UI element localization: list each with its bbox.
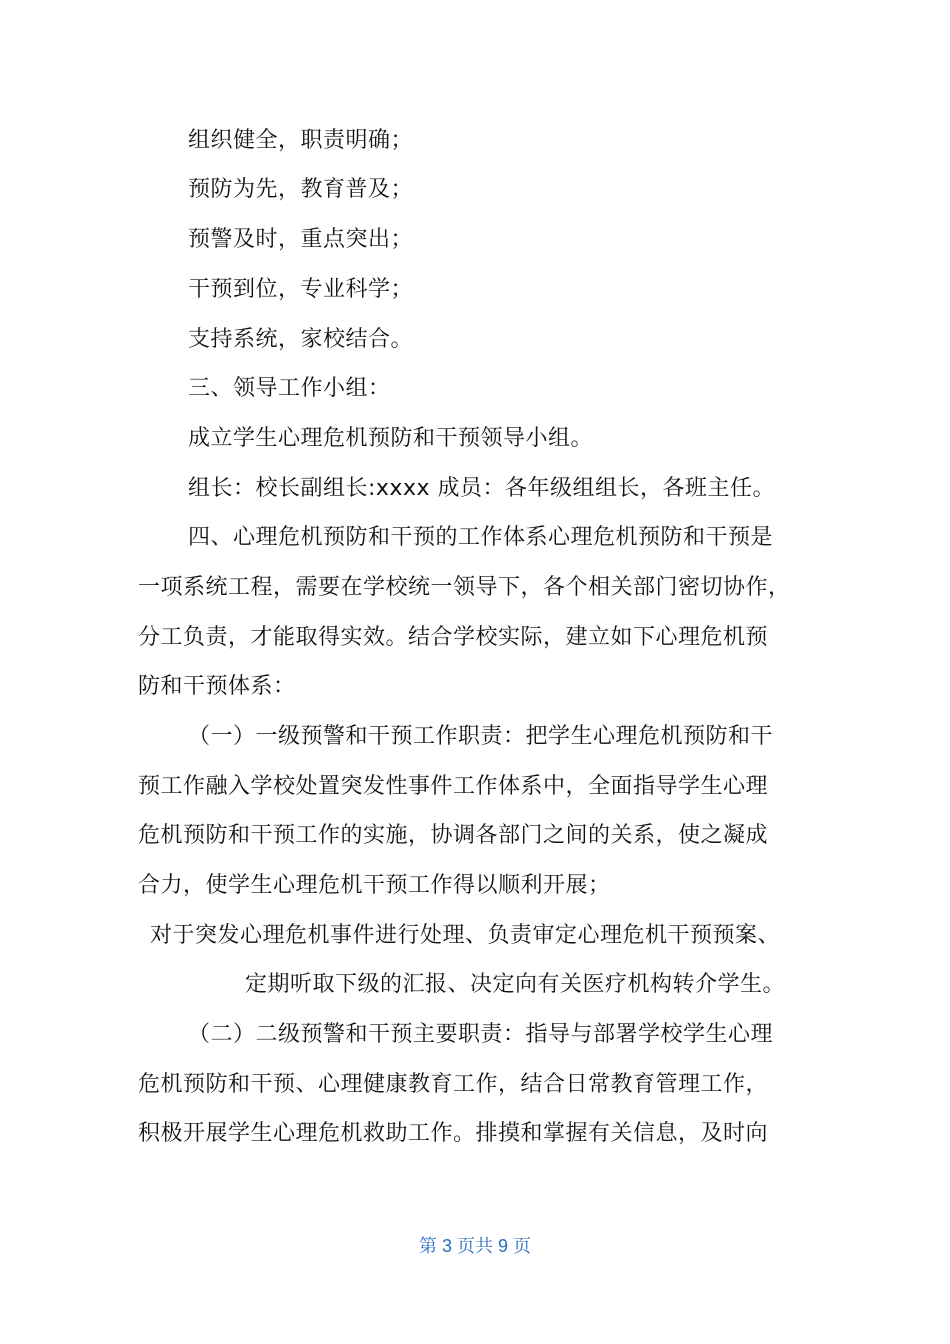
text-line: 对于突发心理危机事件进行处理、负责审定心理危机干预预案、 xyxy=(150,923,781,948)
text-line: 防和干预体系： xyxy=(138,674,296,699)
text-line: 定期听取下级的汇报、决定向有关医疗机构转介学生。 xyxy=(245,972,786,997)
text-line: 分工负责，才能取得实效。结合学校实际，建立如下心理危机预 xyxy=(138,625,769,650)
text-line: 成立学生心理危机预防和干预领导小组。 xyxy=(188,426,594,451)
text-line: 四、心理危机预防和干预的工作体系心理危机预防和干预是 xyxy=(188,525,774,550)
text-line: 预防为先，教育普及； xyxy=(188,177,414,202)
text-line: 干预到位，专业科学； xyxy=(188,277,414,302)
text-line: 支持系统，家校结合。 xyxy=(188,327,414,352)
text-line: 预工作融入学校处置突发性事件工作体系中，全面指导学生心理 xyxy=(138,774,769,799)
text-line: 危机预防和干预工作的实施，协调各部门之间的关系，使之凝成 xyxy=(138,823,769,848)
section-heading: 三、领导工作小组： xyxy=(188,376,391,401)
text-line: 组长：校长副组长:xxxx 成员：各年级组组长，各班主任。 xyxy=(188,476,775,501)
page-number-footer: 第 3 页共 9 页 xyxy=(418,1236,532,1256)
text-line: 危机预防和干预、心理健康教育工作，结合日常教育管理工作， xyxy=(138,1072,769,1097)
text-line: 积极开展学生心理危机救助工作。排摸和掌握有关信息，及时向 xyxy=(138,1121,769,1146)
text-line: （二）二级预警和干预主要职责：指导与部署学校学生心理 xyxy=(188,1022,774,1047)
text-line: 预警及时，重点突出； xyxy=(188,227,414,252)
text-line: 一项系统工程，需要在学校统一领导下，各个相关部门密切协作， xyxy=(138,575,791,600)
text-line: （一）一级预警和干预工作职责：把学生心理危机预防和干 xyxy=(188,724,774,749)
text-line: 合力，使学生心理危机干预工作得以顺利开展； xyxy=(138,873,611,898)
text-line: 组织健全，职责明确； xyxy=(188,128,414,153)
